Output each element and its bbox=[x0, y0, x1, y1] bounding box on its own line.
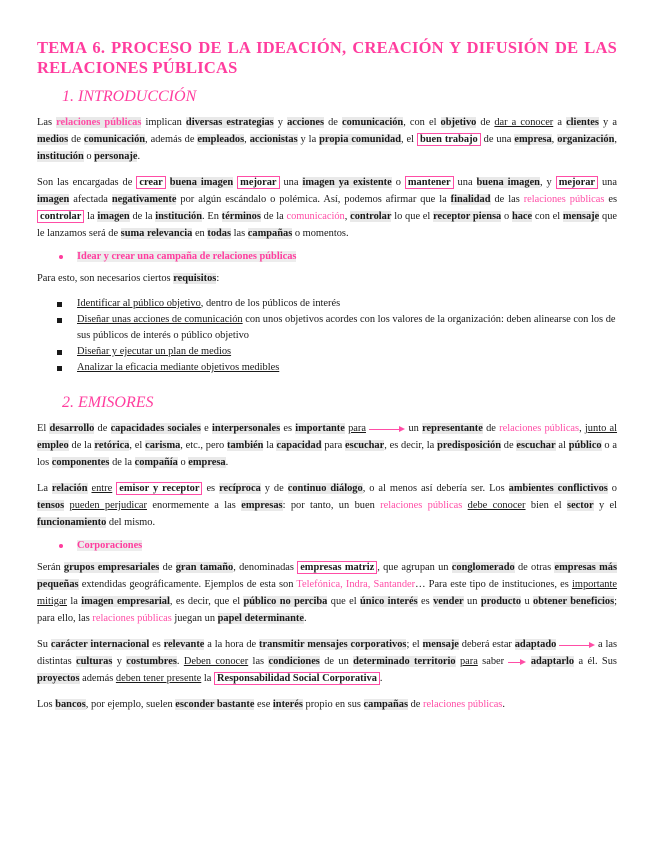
paragraph: Para esto, son necesarios ciertos requisitos: bbox=[37, 273, 220, 284]
arrow-icon bbox=[369, 425, 405, 433]
list-item: Diseñar unas acciones de comunicación con unos objetivos acordes con los valores de la organización: deben alinearse con los de sus públicos de interés o público objetivo bbox=[57, 312, 617, 344]
requirements-list bbox=[57, 296, 617, 376]
document-title: TEMA 6. PROCESO DE LA IDEACIÓN, CREACIÓN Y DIFUSIÓN DE LAS RELACIONES PÚBLICAS bbox=[37, 38, 617, 77]
bullet-dot bbox=[59, 544, 63, 548]
paragraph: La relación entre emisor y receptor es recíproca y de continuo diálogo, o al menos así debería ser. Los ambientes conflictivos o tensos pueden perjudicar enormemente a las empresas: por tanto, un buen relaciones públicas debe conocer bien el sector y el funcionamiento del mismo. bbox=[37, 483, 618, 528]
list-item: Identificar al público objetivo, dentro de los públicos de interés bbox=[57, 296, 617, 312]
arrow-icon bbox=[508, 658, 526, 666]
section-heading-emisores: 2. EMISORES bbox=[62, 394, 154, 411]
bullet-heading: Idear y crear una campaña de relaciones públicas bbox=[59, 251, 617, 262]
paragraph: Serán grupos empresariales de gran tamaño, denominadas empresas matriz , que agrupan un conglomerado de otras empresas más pequeñas extendidas geográficamente. Ejemplos de esta son Telefónica, Indra, Santander… Para este tipo de instituciones, es importante mitigar la imagen empresarial, es decir, que el público no perciba que el único interés es vender un producto u obtener beneficios; para ello, las relaciones públicas juegan un papel determinante. bbox=[37, 562, 618, 624]
bullet-dot bbox=[59, 255, 63, 259]
bullet-heading: Corporaciones bbox=[59, 540, 617, 551]
list-item: Analizar la eficacia mediante objetivos medibles bbox=[57, 360, 617, 376]
paragraph: Los bancos, por ejemplo, suelen esconder bastante ese interés propio en sus campañas de relaciones públicas. bbox=[37, 699, 505, 710]
paragraph: Las relaciones públicas implican diversas estrategias y acciones de comunicación, con el objetivo de dar a conocer a clientes y a medios de comunicación, además de empleados, accionistas y la propia comunidad, el buen trabajo de una empresa, organización, institución o personaje. bbox=[37, 117, 617, 162]
paragraph: El desarrollo de capacidades sociales e interpersonales es importante para un representante de relaciones públicas, junto al empleo de la retórica, el carisma, etc., pero también la capacidad para escuchar, es decir, la predisposición de escuchar al público o a los componentes de la compañía o empresa. bbox=[37, 423, 618, 468]
list-item: Diseñar y ejecutar un plan de medios bbox=[57, 344, 617, 360]
section-heading-introduccion: 1. INTRODUCCIÓN bbox=[62, 88, 197, 105]
arrow-icon bbox=[559, 641, 595, 649]
paragraph: Su carácter internacional es relevante a la hora de transmitir mensajes corporativos; el mensaje deberá estar adaptado a las distintas culturas y costumbres. Deben conocer las condiciones de un determinado territorio para saber adaptarlo a él. Sus proyectos además deben tener presente la Responsabilidad Social Corporativa . bbox=[37, 639, 617, 684]
paragraph: Son las encargadas de crear buena imagen mejorar una imagen ya existente o mantener una buena imagen, y mejorar una imagen afectada negativamente por algún escándalo o polémica. Así, podemos afirmar que la finalidad de las relaciones públicas es controlar la imagen de la institución. En términos de la comunicación, controlar lo que el receptor piensa o hace con el mensaje que le lanzamos será de suma relevancia en todas las campañas o momentos. bbox=[37, 177, 617, 239]
document-page bbox=[37, 38, 617, 722]
